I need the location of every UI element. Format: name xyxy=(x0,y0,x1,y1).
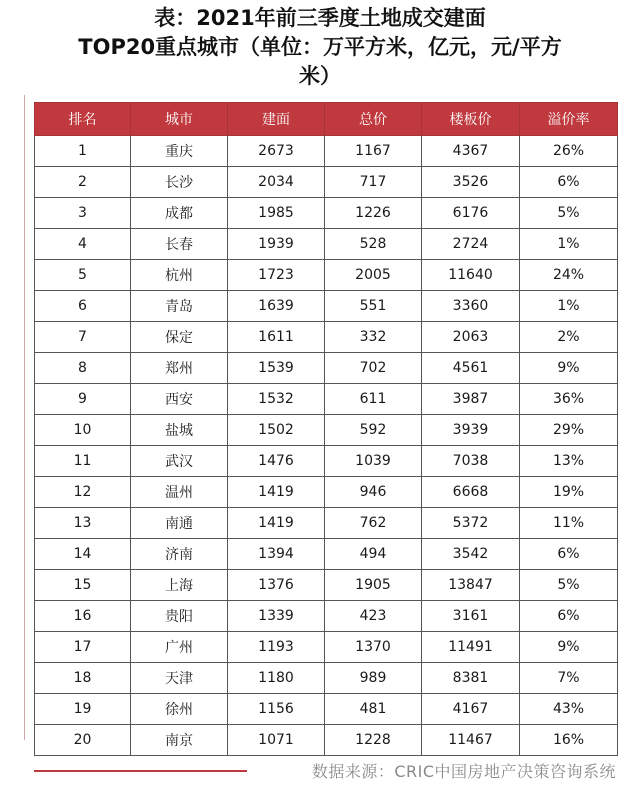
cell-city: 上海 xyxy=(131,570,228,601)
cell-total-price: 528 xyxy=(325,229,422,260)
table-header xyxy=(35,103,618,136)
cell-rank: 5 xyxy=(35,260,131,291)
table-row xyxy=(35,632,618,663)
cell-total-price: 481 xyxy=(325,694,422,725)
cell-city: 武汉 xyxy=(131,446,228,477)
table-row xyxy=(35,508,618,539)
cell-floor-area: 1639 xyxy=(228,291,325,322)
table-row xyxy=(35,260,618,291)
cell-floor-price: 3161 xyxy=(422,601,520,632)
table-row xyxy=(35,167,618,198)
cell-total-price: 1226 xyxy=(325,198,422,229)
cell-city: 南京 xyxy=(131,725,228,756)
cell-rank: 6 xyxy=(35,291,131,322)
cell-city: 贵阳 xyxy=(131,601,228,632)
cell-total-price: 946 xyxy=(325,477,422,508)
column-header-city: 城市 xyxy=(131,103,228,136)
header-row xyxy=(35,103,618,136)
cell-floor-area: 1376 xyxy=(228,570,325,601)
column-header-rank: 排名 xyxy=(35,103,131,136)
cell-rank: 4 xyxy=(35,229,131,260)
cell-floor-area: 1180 xyxy=(228,663,325,694)
cell-premium-rate: 13% xyxy=(520,446,618,477)
cell-city: 成都 xyxy=(131,198,228,229)
cell-total-price: 702 xyxy=(325,353,422,384)
cell-city: 济南 xyxy=(131,539,228,570)
table-row xyxy=(35,384,618,415)
cell-premium-rate: 5% xyxy=(520,198,618,229)
cell-floor-price: 11640 xyxy=(422,260,520,291)
title-line-3: 米） xyxy=(299,64,341,88)
cell-floor-price: 3987 xyxy=(422,384,520,415)
cell-city: 南通 xyxy=(131,508,228,539)
cell-floor-price: 3542 xyxy=(422,539,520,570)
cell-floor-price: 11491 xyxy=(422,632,520,663)
left-divider xyxy=(24,95,25,740)
cell-floor-area: 2034 xyxy=(228,167,325,198)
table-row xyxy=(35,353,618,384)
cell-floor-area: 1071 xyxy=(228,725,325,756)
cell-city: 保定 xyxy=(131,322,228,353)
cell-floor-area: 1193 xyxy=(228,632,325,663)
cell-total-price: 717 xyxy=(325,167,422,198)
cell-city: 重庆 xyxy=(131,136,228,167)
cell-floor-price: 3526 xyxy=(422,167,520,198)
cell-floor-area: 1476 xyxy=(228,446,325,477)
table-row xyxy=(35,291,618,322)
cell-total-price: 592 xyxy=(325,415,422,446)
cell-floor-area: 1939 xyxy=(228,229,325,260)
cell-rank: 8 xyxy=(35,353,131,384)
cell-premium-rate: 7% xyxy=(520,663,618,694)
cell-total-price: 1167 xyxy=(325,136,422,167)
cell-premium-rate: 16% xyxy=(520,725,618,756)
cell-city: 青岛 xyxy=(131,291,228,322)
cell-total-price: 1905 xyxy=(325,570,422,601)
cell-floor-area: 1419 xyxy=(228,477,325,508)
cell-city: 徐州 xyxy=(131,694,228,725)
cell-floor-area: 1723 xyxy=(228,260,325,291)
cell-total-price: 989 xyxy=(325,663,422,694)
cell-total-price: 1039 xyxy=(325,446,422,477)
cell-city: 郑州 xyxy=(131,353,228,384)
cell-rank: 18 xyxy=(35,663,131,694)
cell-rank: 12 xyxy=(35,477,131,508)
cell-floor-area: 1985 xyxy=(228,198,325,229)
column-header-floor-area: 建面 xyxy=(228,103,325,136)
cell-city: 杭州 xyxy=(131,260,228,291)
cell-rank: 13 xyxy=(35,508,131,539)
cell-premium-rate: 1% xyxy=(520,291,618,322)
column-header-floor-price: 楼板价 xyxy=(422,103,520,136)
cell-city: 长春 xyxy=(131,229,228,260)
cell-floor-area: 1539 xyxy=(228,353,325,384)
cell-city: 盐城 xyxy=(131,415,228,446)
footer-accent-line xyxy=(34,770,247,772)
cell-total-price: 762 xyxy=(325,508,422,539)
title-line-2: TOP20重点城市（单位：万平方米，亿元，元/平方 xyxy=(78,35,562,59)
cell-premium-rate: 26% xyxy=(520,136,618,167)
cell-floor-area: 1502 xyxy=(228,415,325,446)
cell-floor-price: 6176 xyxy=(422,198,520,229)
cell-rank: 19 xyxy=(35,694,131,725)
cell-floor-area: 1394 xyxy=(228,539,325,570)
cell-premium-rate: 2% xyxy=(520,322,618,353)
cell-rank: 15 xyxy=(35,570,131,601)
cell-total-price: 2005 xyxy=(325,260,422,291)
cell-premium-rate: 5% xyxy=(520,570,618,601)
cell-rank: 1 xyxy=(35,136,131,167)
table-row xyxy=(35,725,618,756)
title-line-1: 表：2021年前三季度土地成交建面 xyxy=(154,6,486,30)
cell-premium-rate: 6% xyxy=(520,539,618,570)
cell-floor-price: 2063 xyxy=(422,322,520,353)
table-row xyxy=(35,570,618,601)
cell-floor-area: 1156 xyxy=(228,694,325,725)
cell-floor-price: 3939 xyxy=(422,415,520,446)
cell-city: 温州 xyxy=(131,477,228,508)
cell-city: 西安 xyxy=(131,384,228,415)
cell-premium-rate: 6% xyxy=(520,601,618,632)
cell-city: 天津 xyxy=(131,663,228,694)
cell-premium-rate: 36% xyxy=(520,384,618,415)
table-row xyxy=(35,539,618,570)
cell-rank: 2 xyxy=(35,167,131,198)
cell-total-price: 551 xyxy=(325,291,422,322)
table-row xyxy=(35,663,618,694)
cell-floor-price: 13847 xyxy=(422,570,520,601)
cell-floor-area: 1419 xyxy=(228,508,325,539)
cell-rank: 10 xyxy=(35,415,131,446)
cell-rank: 11 xyxy=(35,446,131,477)
cell-city: 广州 xyxy=(131,632,228,663)
cell-rank: 16 xyxy=(35,601,131,632)
cell-total-price: 611 xyxy=(325,384,422,415)
table-row xyxy=(35,694,618,725)
cell-rank: 20 xyxy=(35,725,131,756)
cell-rank: 3 xyxy=(35,198,131,229)
cell-premium-rate: 1% xyxy=(520,229,618,260)
table-row xyxy=(35,601,618,632)
cell-floor-price: 6668 xyxy=(422,477,520,508)
source-note: 数据来源：CRIC中国房地产决策咨询系统 xyxy=(311,762,616,781)
cell-floor-area: 2673 xyxy=(228,136,325,167)
cell-premium-rate: 11% xyxy=(520,508,618,539)
table-body xyxy=(35,136,618,756)
cell-premium-rate: 24% xyxy=(520,260,618,291)
cell-premium-rate: 43% xyxy=(520,694,618,725)
table-row xyxy=(35,446,618,477)
table-row xyxy=(35,198,618,229)
cell-floor-price: 3360 xyxy=(422,291,520,322)
cell-floor-price: 2724 xyxy=(422,229,520,260)
table-row xyxy=(35,415,618,446)
ranking-table xyxy=(34,102,618,756)
table-row xyxy=(35,322,618,353)
cell-rank: 9 xyxy=(35,384,131,415)
column-header-premium-rate: 溢价率 xyxy=(520,103,618,136)
cell-floor-price: 11467 xyxy=(422,725,520,756)
table-row xyxy=(35,136,618,167)
cell-premium-rate: 6% xyxy=(520,167,618,198)
cell-total-price: 332 xyxy=(325,322,422,353)
cell-premium-rate: 19% xyxy=(520,477,618,508)
cell-rank: 7 xyxy=(35,322,131,353)
cell-rank: 14 xyxy=(35,539,131,570)
cell-total-price: 494 xyxy=(325,539,422,570)
cell-total-price: 1370 xyxy=(325,632,422,663)
cell-premium-rate: 29% xyxy=(520,415,618,446)
cell-floor-price: 5372 xyxy=(422,508,520,539)
cell-premium-rate: 9% xyxy=(520,353,618,384)
cell-floor-area: 1339 xyxy=(228,601,325,632)
table-row xyxy=(35,477,618,508)
cell-floor-price: 7038 xyxy=(422,446,520,477)
cell-premium-rate: 9% xyxy=(520,632,618,663)
cell-floor-area: 1532 xyxy=(228,384,325,415)
cell-floor-area: 1611 xyxy=(228,322,325,353)
cell-floor-price: 4561 xyxy=(422,353,520,384)
cell-total-price: 1228 xyxy=(325,725,422,756)
cell-floor-price: 4367 xyxy=(422,136,520,167)
column-header-total-price: 总价 xyxy=(325,103,422,136)
cell-floor-price: 4167 xyxy=(422,694,520,725)
table-row xyxy=(35,229,618,260)
cell-floor-price: 8381 xyxy=(422,663,520,694)
cell-rank: 17 xyxy=(35,632,131,663)
cell-total-price: 423 xyxy=(325,601,422,632)
cell-city: 长沙 xyxy=(131,167,228,198)
page-title xyxy=(20,4,620,91)
